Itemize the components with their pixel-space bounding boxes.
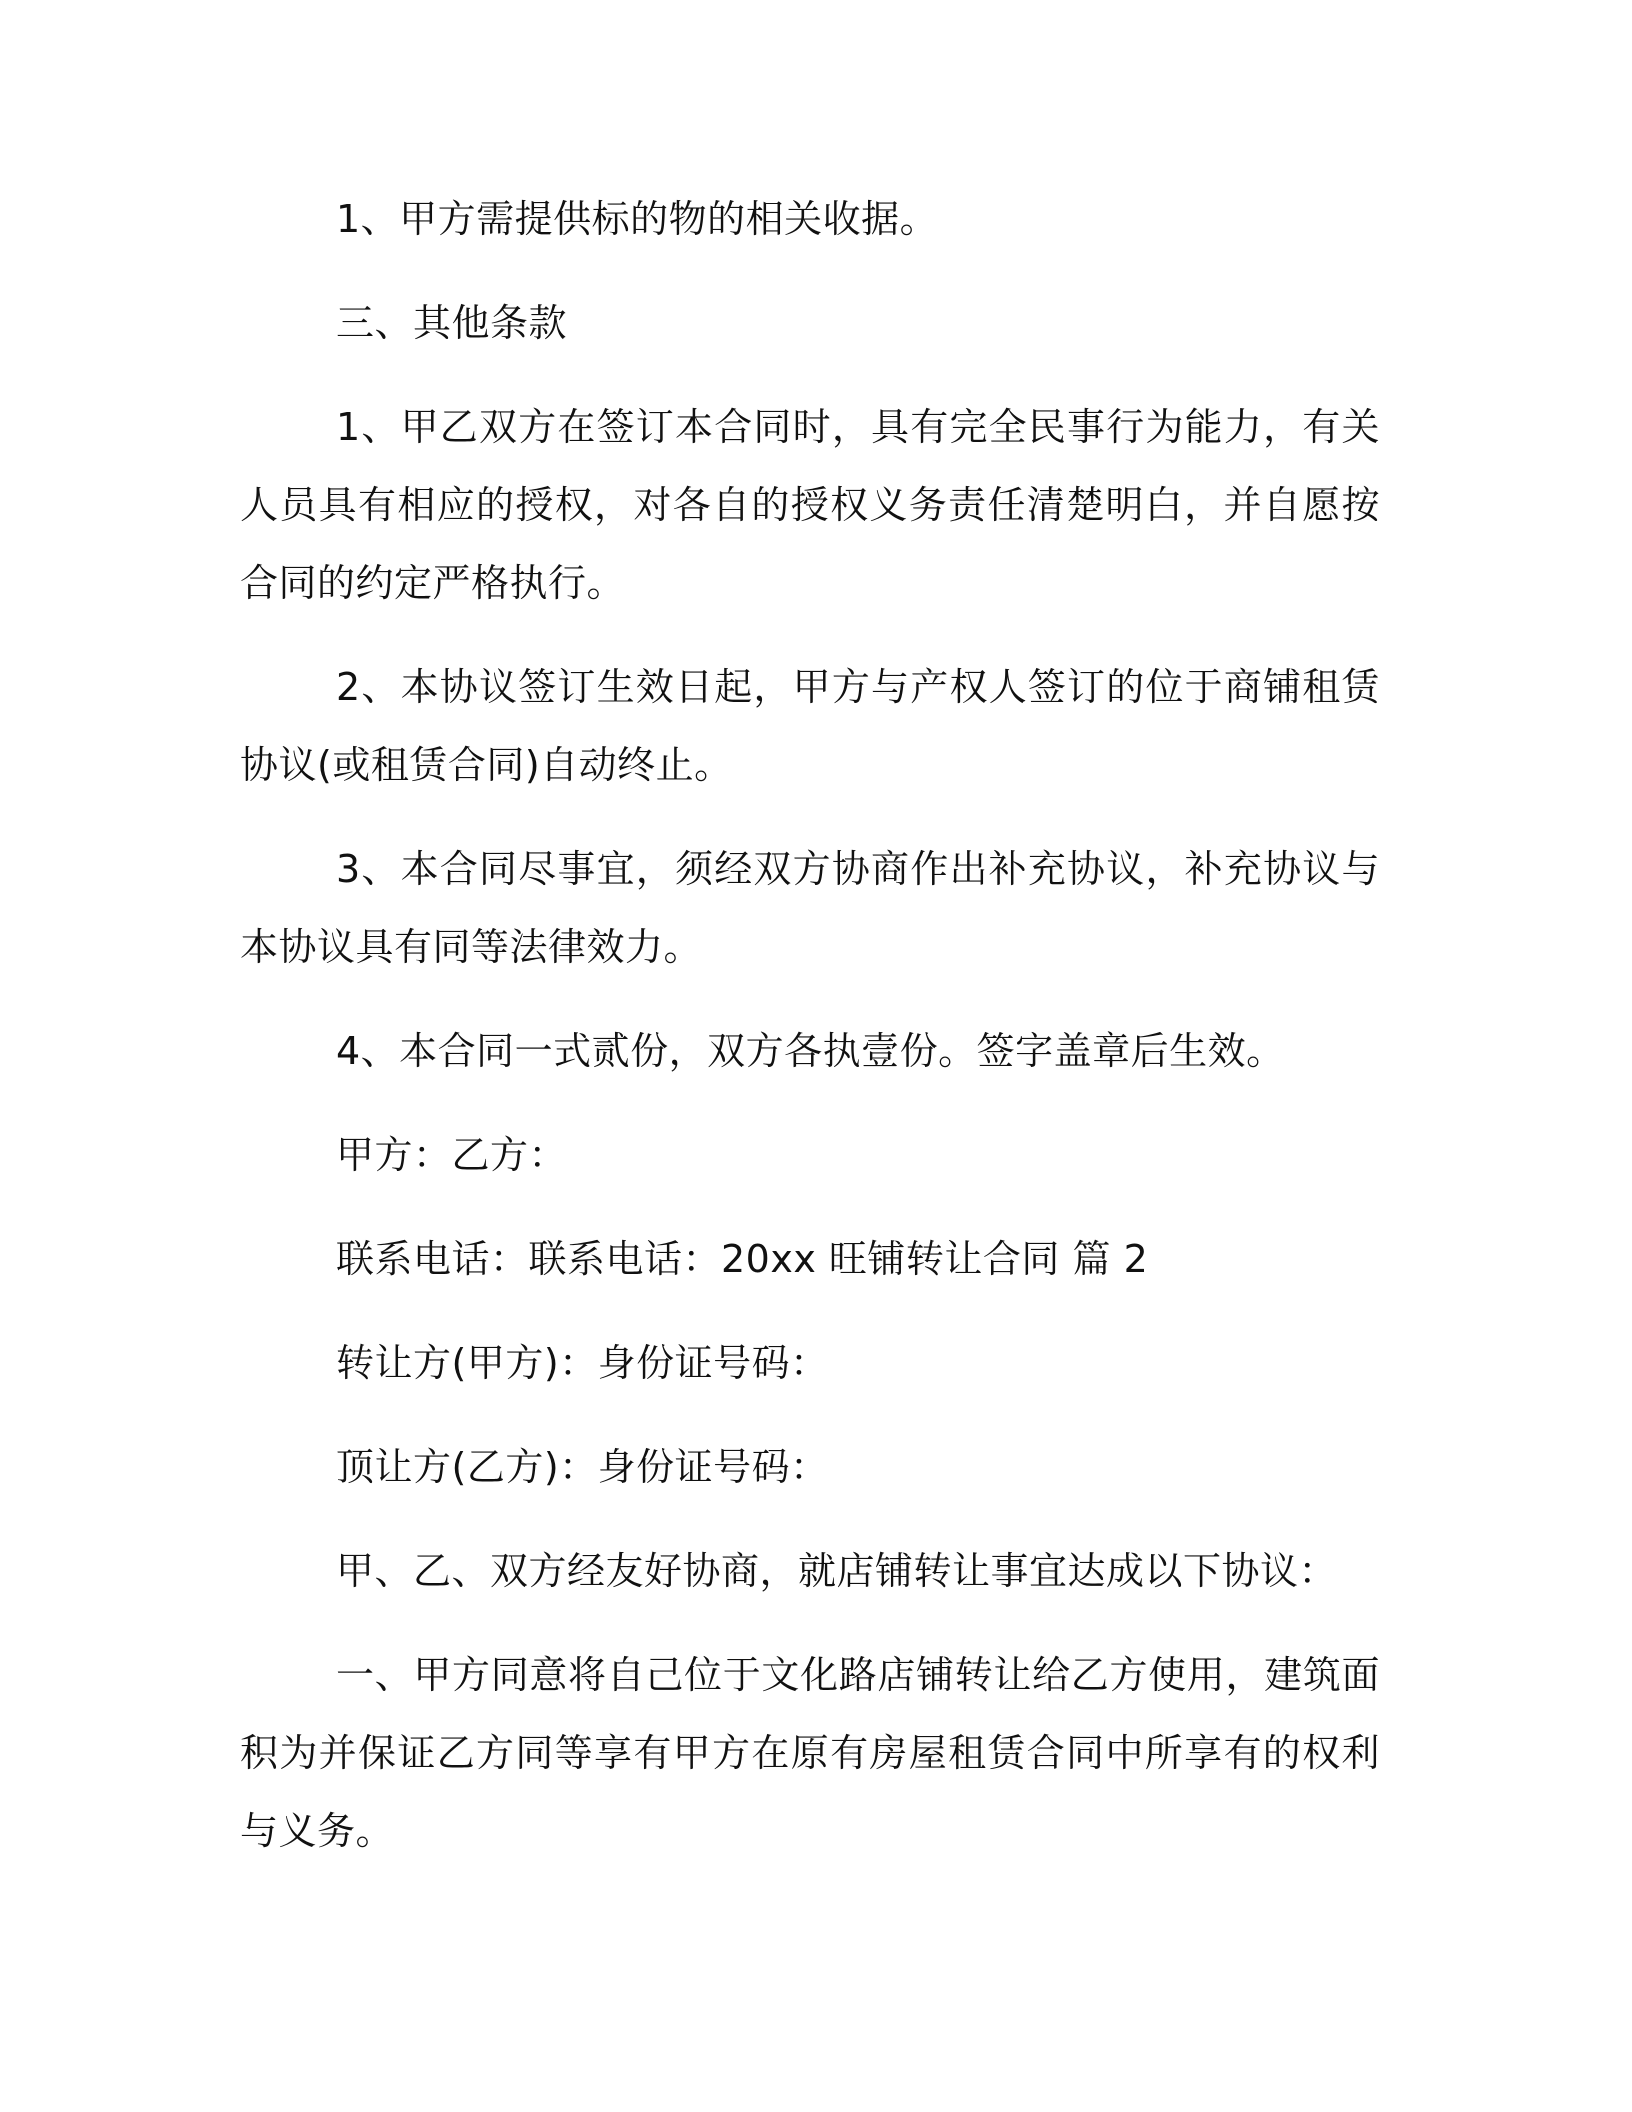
- paragraph-supplement: 3、本合同尽事宜，须经双方协商作出补充协议，补充协议与本协议具有同等法律效力。: [240, 847, 1380, 969]
- paragraph-receipt: 1、甲方需提供标的物的相关收据。: [336, 197, 939, 241]
- contact-phone-line: 联系电话：联系电话：20xx 旺铺转让合同 篇 2: [336, 1237, 1149, 1281]
- paragraph-copies: 4、本合同一式贰份，双方各执壹份。签字盖章后生效。: [336, 1029, 1285, 1073]
- agreement-intro: 甲、乙、双方经友好协商，就店铺转让事宜达成以下协议：: [336, 1549, 1338, 1593]
- heading-other-terms: 三、其他条款: [336, 301, 568, 345]
- transferor-line: 转让方(甲方)：身份证号码：: [336, 1341, 829, 1385]
- transferee-line: 顶让方(乙方)：身份证号码：: [336, 1445, 829, 1489]
- paragraph-capacity: 1、甲乙双方在签订本合同时，具有完全民事行为能力，有关人员具有相应的授权，对各自的授权义务责任清楚明白，并自愿按合同的约定严格执行。: [240, 405, 1380, 605]
- paragraph-termination: 2、本协议签订生效日起，甲方与产权人签订的位于商铺租赁协议(或租赁合同)自动终止。: [240, 665, 1380, 787]
- party-signature-line: 甲方：乙方：: [336, 1133, 568, 1177]
- paragraph-transfer-shop: 一、甲方同意将自己位于文化路店铺转让给乙方使用，建筑面积为并保证乙方同等享有甲方在原有房屋租赁合同中所享有的权利与义务。: [240, 1653, 1380, 1853]
- document-body: [240, 180, 1380, 1896]
